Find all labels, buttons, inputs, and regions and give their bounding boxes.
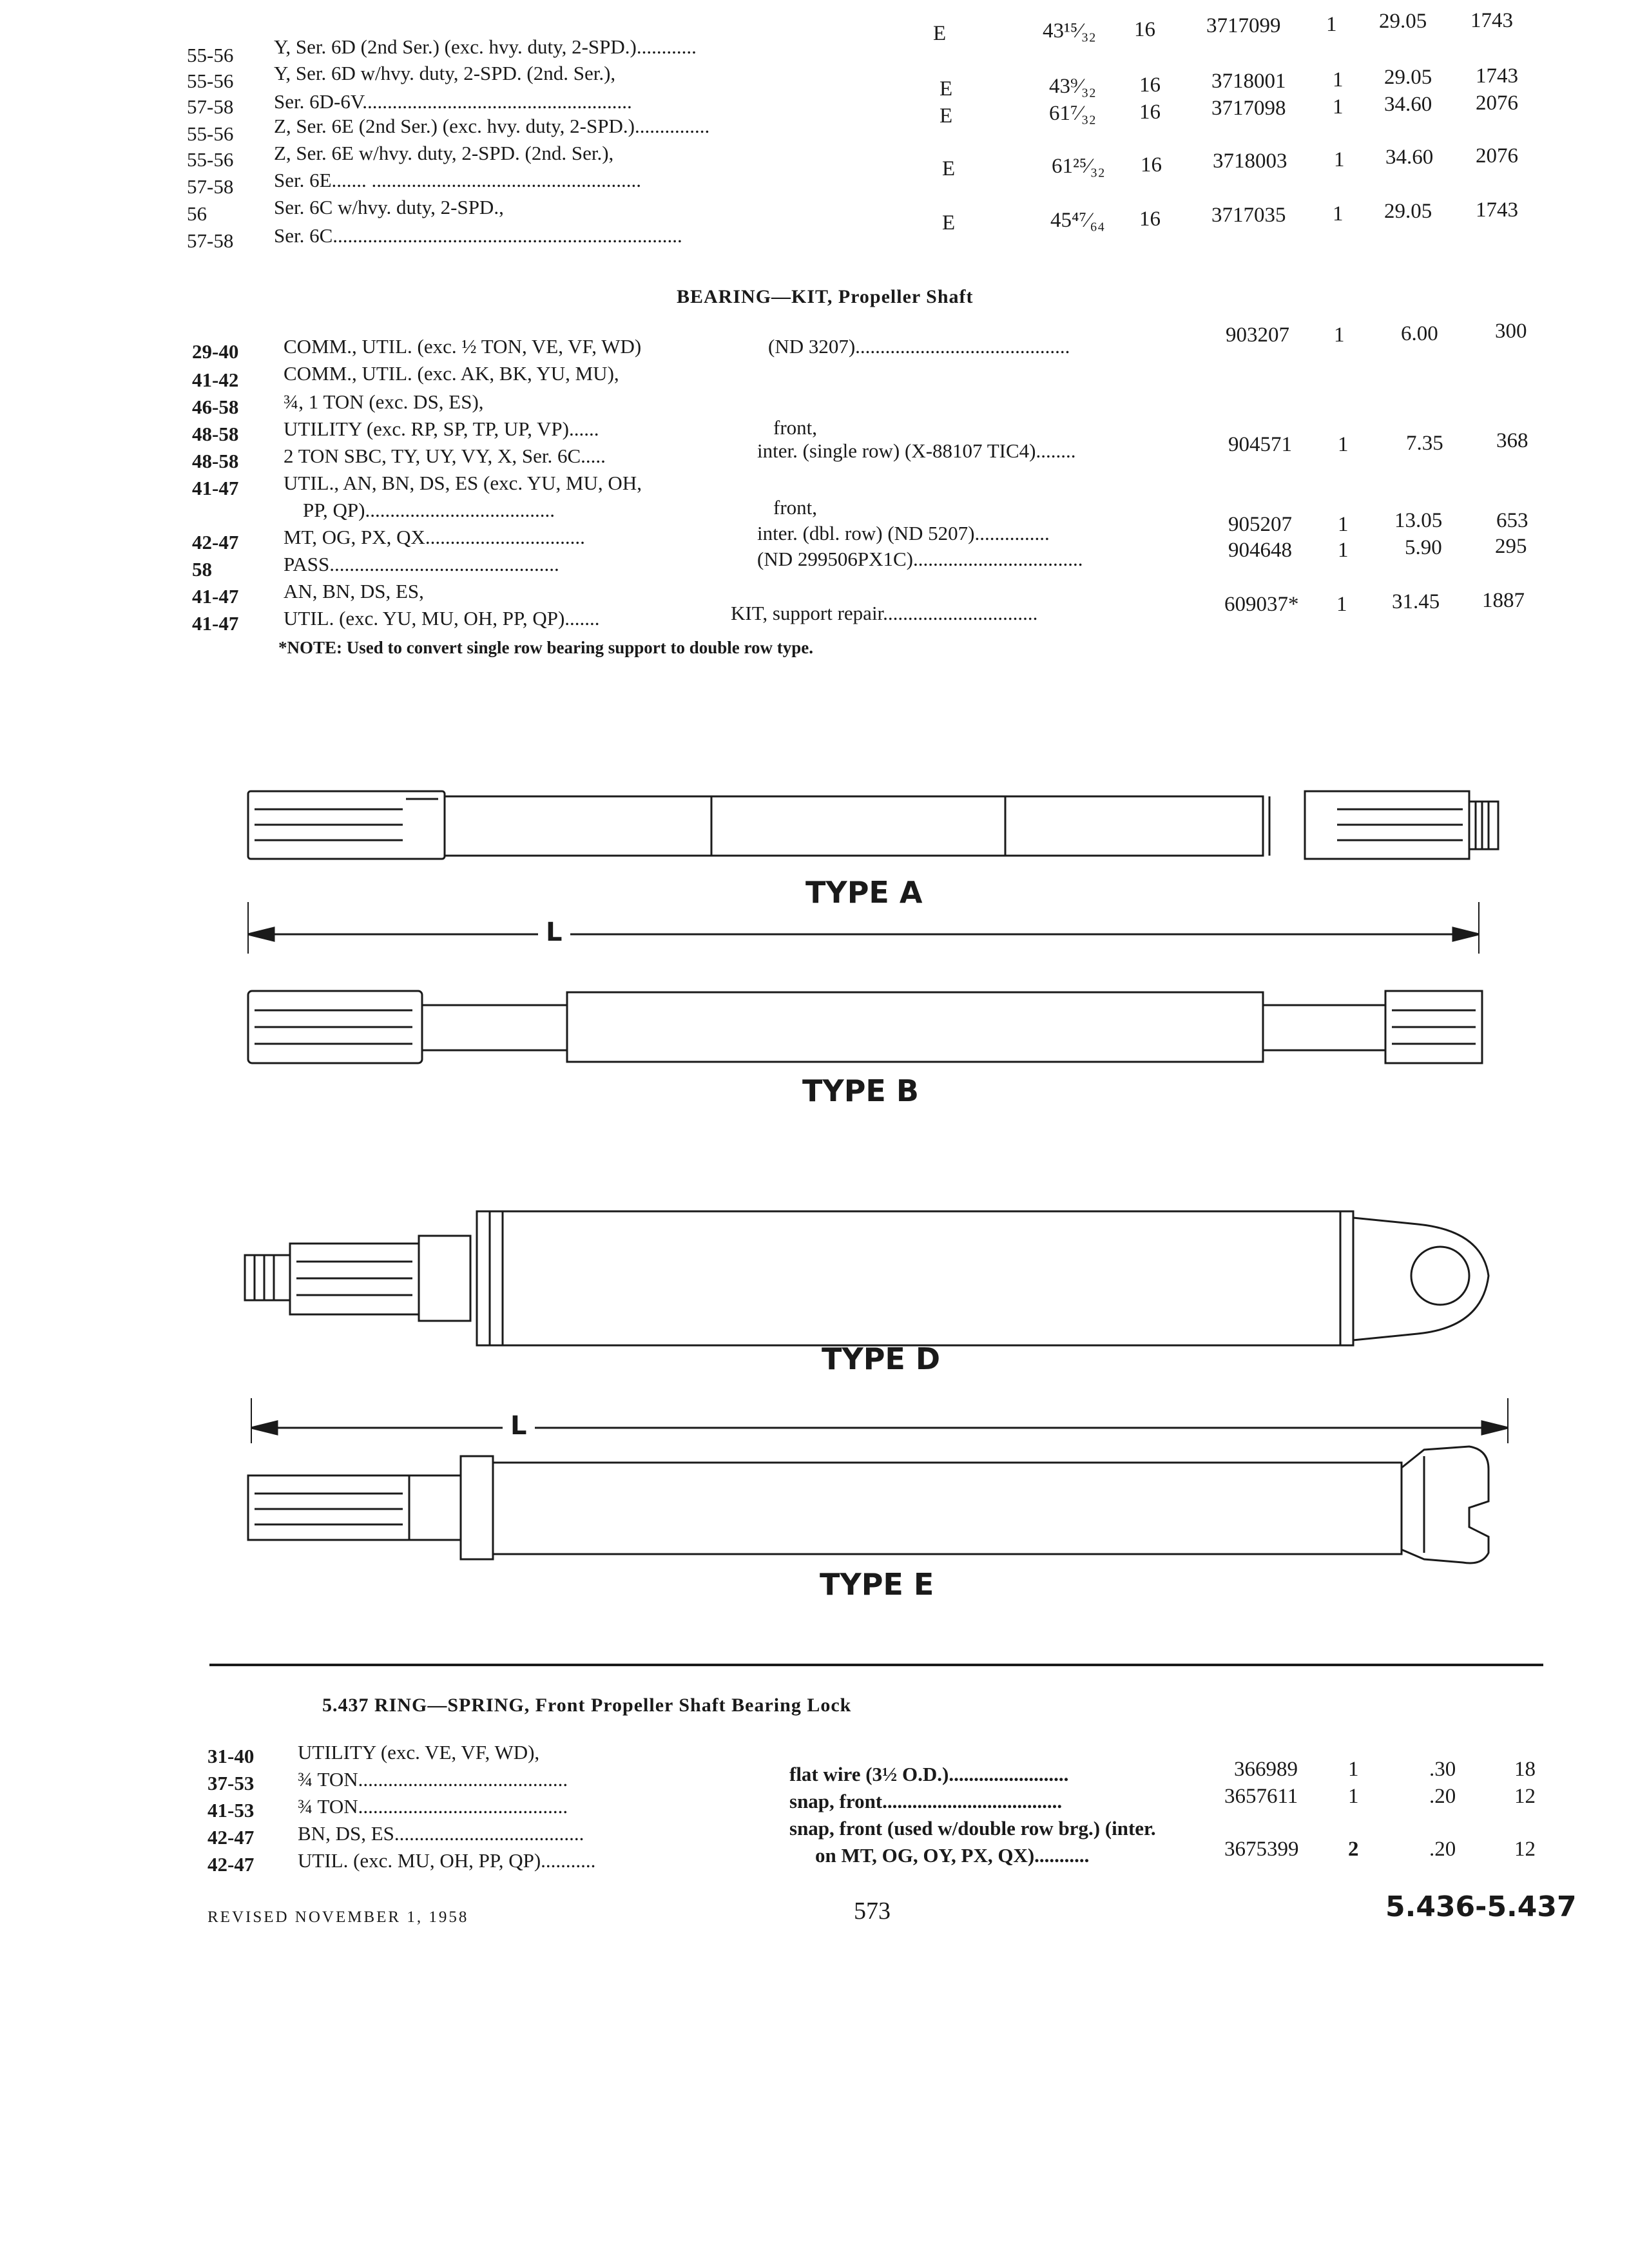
bearing-desc: ¾, 1 TON (exc. DS, ES), [284,390,484,413]
row-splines: 16 [1139,101,1161,124]
row-qty: 1 [1333,95,1344,119]
bearing-years: 29-40 [192,340,239,363]
bearing-desc: COMM., UTIL. (exc. ½ TON, VE, VF, WD) [284,335,642,358]
type-b-shaft-drawing [248,991,1482,1063]
row-years: 57-58 [187,175,234,198]
bearing-years: 41-42 [192,369,239,391]
bearing-part: 609037* [1224,593,1299,616]
bearing-part: 903207 [1226,323,1289,347]
row-splines: 16 [1134,18,1155,41]
ring-wt: 12 [1514,1785,1536,1808]
row-desc: Ser. 6E....... ...................................................... [274,169,642,191]
bearing-item: inter. (single row) (X-88107 TIC4)........ [757,439,1076,462]
row-part: 3717098 [1211,97,1286,120]
bearing-part: 905207 [1228,513,1292,536]
row-type: E [933,22,947,45]
row-splines: 16 [1141,153,1162,177]
row-qty: 1 [1333,68,1344,91]
row-qty: 1 [1326,13,1337,36]
row-years: 55-56 [187,148,234,171]
bearing-price: 5.90 [1405,536,1442,559]
type-b-label: TYPE B [802,1073,919,1108]
ring-desc: UTILITY (exc. VE, VF, WD), [298,1741,540,1763]
bearing-desc: PASS.............................................. [284,553,559,575]
row-desc: Y, Ser. 6D (2nd Ser.) (exc. hvy. duty, 2-SPD.)............ [274,35,697,58]
bearing-part: 904648 [1228,539,1292,562]
ring-wt: 12 [1514,1838,1536,1861]
ring-part: 366989 [1234,1758,1298,1781]
bearing-item: inter. (dbl. row) (ND 5207)............... [757,522,1050,544]
bearing-qty: 1 [1334,323,1345,347]
row-years: 55-56 [187,122,234,145]
ring-item: snap, front (used w/double row brg.) (inter. [789,1817,1156,1840]
bearing-years: 41-47 [192,477,239,499]
ring-price: .20 [1429,1785,1456,1808]
bearing-item: (ND 3207)........................................... [768,335,1070,358]
row-length: 61⁷⁄₃₂ [1049,102,1097,125]
type-a-shaft-drawing [248,791,1498,859]
type-e-label: TYPE E [820,1567,934,1602]
ring-item: flat wire (3½ O.D.)........................ [789,1763,1069,1785]
section-divider [209,1664,1543,1666]
bearing-qty: 1 [1338,539,1349,562]
row-years: 55-56 [187,70,234,92]
bearing-qty: 1 [1338,433,1349,456]
row-length: 45⁴⁷⁄₆₄ [1050,209,1105,232]
bearing-years: 41-47 [192,612,239,635]
bearing-desc: AN, BN, DS, ES, [284,580,424,602]
row-price: 34.60 [1384,93,1432,116]
bearing-desc: UTIL. (exc. YU, MU, OH, PP, QP)....... [284,607,600,629]
revised-date: REVISED NOVEMBER 1, 1958 [207,1908,469,1926]
ring-item: on MT, OG, OY, PX, QX)........... [815,1844,1090,1867]
bearing-years: 48-58 [192,423,239,445]
row-part: 3718001 [1211,70,1286,93]
row-qty: 1 [1334,148,1345,171]
bearing-desc: 2 TON SBC, TY, UY, VY, X, Ser. 6C..... [284,445,606,467]
row-type: E [940,77,953,101]
bearing-qty: 1 [1336,593,1347,616]
type-d-shaft-drawing [245,1211,1489,1345]
row-length: 43⁹⁄₃₂ [1049,75,1097,98]
row-part: 3717099 [1206,14,1281,37]
row-desc: Z, Ser. 6E (2nd Ser.) (exc. hvy. duty, 2-SPD.)............... [274,115,710,137]
row-wt: 1743 [1476,64,1518,88]
row-splines: 16 [1139,73,1161,97]
row-price: 34.60 [1385,146,1434,169]
bearing-wt: 653 [1496,509,1528,532]
row-years: 57-58 [187,229,234,252]
bearing-desc: MT, OG, PX, QX................................ [284,526,585,548]
ring-desc: UTIL. (exc. MU, OH, PP, QP)........... [298,1849,596,1872]
row-desc: Ser. 6C...................................................................... [274,224,682,247]
ring-item: snap, front.................................... [789,1790,1063,1812]
bearing-wt: 295 [1495,535,1527,558]
bearing-wt: 368 [1496,429,1528,452]
row-years: 57-58 [187,95,234,118]
type-a-label: TYPE A [805,875,923,910]
bearing-item: front, [773,416,818,439]
bearing-item: front, [773,496,818,519]
bearing-years: 42-47 [192,531,239,553]
row-price: 29.05 [1384,200,1432,223]
row-length: 43¹⁵⁄₃₂ [1043,19,1096,43]
type-e-shaft-drawing [248,1446,1489,1563]
bearing-desc: COMM., UTIL. (exc. AK, BK, YU, MU), [284,362,619,385]
type-a-dimension-label: L [538,918,570,947]
bearing-years: 41-47 [192,585,239,608]
row-qty: 1 [1333,202,1344,226]
bearing-years: 46-58 [192,396,239,418]
type-d-dimension-label: L [503,1411,535,1441]
bearing-price: 31.45 [1392,590,1440,613]
bearing-item: (ND 299506PX1C).................................. [757,548,1083,570]
row-wt: 1743 [1476,198,1518,222]
ring-part: 3675399 [1224,1838,1299,1861]
row-price: 29.05 [1384,66,1432,89]
page-number: 573 [854,1898,891,1925]
bearing-note: *NOTE: Used to convert single row bearing support to double row type. [278,638,814,657]
ring-price: .20 [1429,1838,1456,1861]
bearing-desc: UTILITY (exc. RP, SP, TP, UP, VP)...... [284,418,599,440]
bearing-wt: 300 [1495,320,1527,343]
row-splines: 16 [1139,207,1161,231]
row-desc: Y, Ser. 6D w/hvy. duty, 2-SPD. (2nd. Ser.), [274,62,616,84]
bearing-desc: PP, QP)...................................... [303,499,555,521]
row-wt: 2076 [1476,91,1518,115]
row-desc: Ser. 6D-6V...................................................... [274,90,632,113]
row-length: 61²⁵⁄₃₂ [1052,155,1105,178]
bearing-years: 58 [192,558,212,581]
bearing-qty: 1 [1338,513,1349,536]
row-type: E [940,104,953,128]
row-years: 56 [187,202,207,225]
row-part: 3717035 [1211,204,1286,227]
bearing-heading: BEARING—KIT, Propeller Shaft [677,286,974,307]
row-years: 55-56 [187,44,234,66]
ring-part: 3657611 [1224,1785,1298,1808]
ring-desc: ¾ TON.......................................... [298,1795,568,1818]
ring-qty: 2 [1348,1838,1359,1861]
row-wt: 1743 [1470,9,1513,32]
ring-wt: 18 [1514,1758,1536,1781]
row-type: E [942,211,956,235]
row-part: 3718003 [1213,149,1287,173]
bearing-desc: UTIL., AN, BN, DS, ES (exc. YU, MU, OH, [284,472,642,494]
ring-desc: BN, DS, ES...................................... [298,1822,584,1845]
bearing-part: 904571 [1228,433,1292,456]
bearing-price: 7.35 [1406,432,1443,455]
bearing-wt: 1887 [1482,589,1525,612]
ring-years: 37-53 [207,1772,255,1794]
ring-heading: 5.437 RING—SPRING, Front Propeller Shaft Bearing Lock [322,1695,852,1716]
bearing-price: 6.00 [1401,322,1438,345]
ring-years: 42-47 [207,1826,255,1849]
bearing-item: KIT, support repair............................... [731,602,1038,624]
ring-qty: 1 [1348,1758,1359,1781]
ring-price: .30 [1429,1758,1456,1781]
section-number: 5.436-5.437 [1385,1890,1577,1923]
row-desc: Ser. 6C w/hvy. duty, 2-SPD., [274,196,504,218]
bearing-price: 13.05 [1394,509,1443,532]
row-desc: Z, Ser. 6E w/hvy. duty, 2-SPD. (2nd. Ser.), [274,142,614,164]
ring-years: 31-40 [207,1745,255,1767]
type-d-label: TYPE D [822,1341,941,1376]
row-type: E [942,157,956,180]
ring-years: 42-47 [207,1853,255,1876]
row-price: 29.05 [1379,10,1427,33]
ring-desc: ¾ TON.......................................... [298,1768,568,1791]
ring-years: 41-53 [207,1799,255,1821]
row-wt: 2076 [1476,144,1518,168]
ring-qty: 1 [1348,1785,1359,1808]
bearing-years: 48-58 [192,450,239,472]
